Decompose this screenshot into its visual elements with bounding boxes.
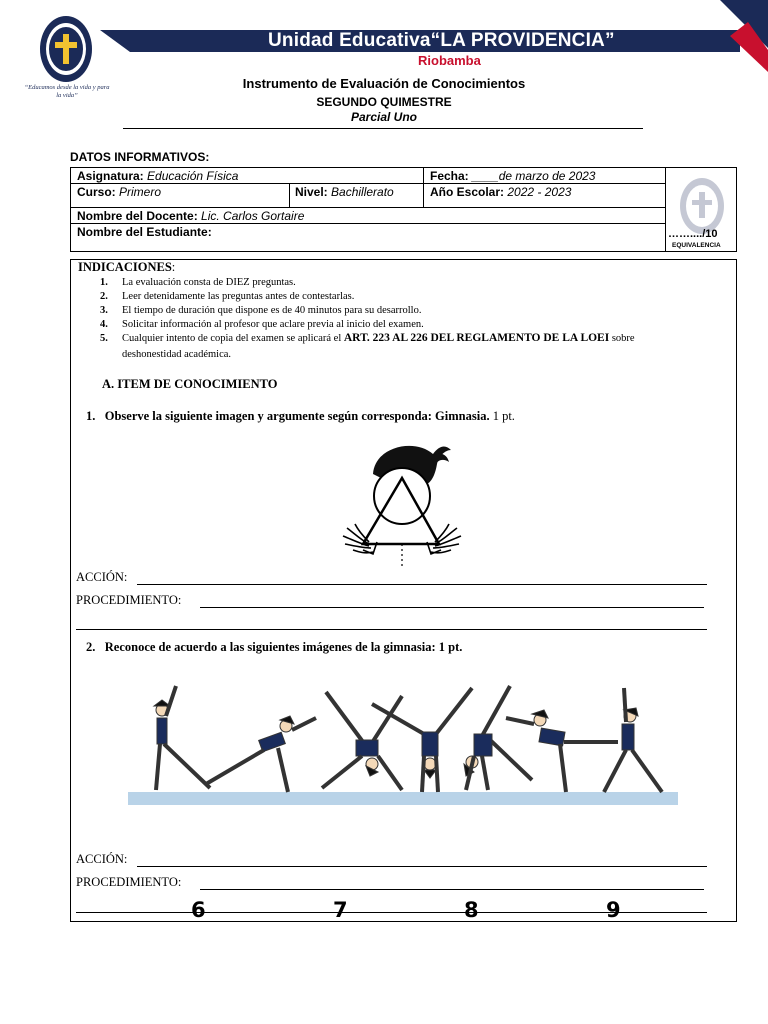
institution-name: Unidad Educativa“LA PROVIDENCIA” [268,30,615,51]
indication-item: 5. Cualquier intento de copia del examen se aplicará el ART. 223 AL 226 DEL REGLAMENTO DE LA LOEI sobre [100,332,635,344]
indication-item: 2. Leer detenidamente las preguntas antes de contestarlas. [100,291,355,302]
step-number: 7 [333,898,348,922]
course-cell: Curso: Primero [77,185,162,199]
school-year-cell: Año Escolar: 2022 - 2023 [430,185,572,199]
school-motto: “Educamos desde la vida y para la vida” [24,84,110,99]
level-cell: Nivel: Bachillerato [295,185,394,199]
info-section-title: DATOS INFORMATIVOS: [70,150,210,164]
q1-extra-answer-line[interactable] [76,629,707,630]
gymnast-headstand-illustration [335,436,470,571]
q1-procedure-answer-line[interactable] [200,607,704,608]
teacher-cell: Nombre del Docente: Lic. Carlos Gortaire [77,209,305,223]
indication-item: 4. Solicitar información al profesor que aclare previa al inicio del examen. [100,319,424,330]
score-equivalence: EQUIVALENCIA [672,242,721,249]
indications-title: INDICACIONES: [78,260,176,274]
school-logo [38,14,94,84]
q2-action-answer-line[interactable] [137,866,707,867]
q1-action-answer-line[interactable] [137,584,707,585]
student-cell: Nombre del Estudiante: [77,225,212,239]
q2-procedure-label: PROCEDIMIENTO: [76,875,182,889]
watermark-logo [678,176,726,236]
document-subtitle: SEGUNDO QUIMESTRE [316,95,452,109]
question-2: 2. Reconoce de acuerdo a las siguientes imágenes de la gimnasia: 1 pt. [86,640,463,654]
corner-ribbon [714,0,768,72]
info-table [70,167,737,252]
indication-item: 3. El tiempo de duración que dispone es de 40 minutos para su desarrollo. [100,305,422,316]
indication-item-continuation: deshonestidad académica. [122,349,232,360]
document-title: Instrumento de Evaluación de Conocimientos [242,76,526,91]
indication-item: 1. La evaluación consta de DIEZ preguntas. [100,277,296,288]
question-1: 1. Observe la siguiente imagen y argumente según corresponda: Gimnasia. 1 pt. [86,409,515,423]
date-cell: Fecha: ____de marzo de 2023 [430,169,596,183]
document-partial: Parcial Uno [350,110,418,124]
city-name: Riobamba [418,53,481,68]
cartwheel-sequence-illustration [126,680,682,810]
step-number: 9 [606,898,621,922]
q2-action-label: ACCIÓN: [76,852,128,866]
step-number: 8 [464,898,479,922]
title-divider [123,128,643,129]
q1-action-label: ACCIÓN: [76,570,128,584]
subject-cell: Asignatura: Educación Física [77,169,239,183]
step-number: 6 [191,898,206,922]
q2-procedure-answer-line[interactable] [200,889,704,890]
section-heading: A. ITEM DE CONOCIMIENTO [102,377,278,391]
q1-procedure-label: PROCEDIMIENTO: [76,593,182,607]
score-field: ……..../10 [668,228,718,240]
